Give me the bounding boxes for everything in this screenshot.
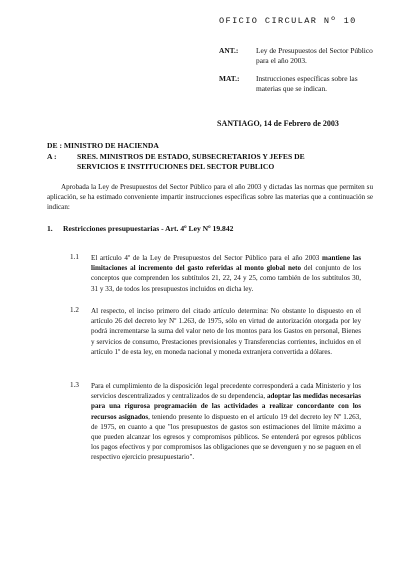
- document-date: SANTIAGO, 14 de Febrero de 2003: [217, 119, 339, 128]
- section-number: 1.: [47, 224, 53, 233]
- section-title: Restricciones presupuestarias - Art. 4º Ley Nº 19.842: [63, 224, 234, 233]
- antecedent-label: ANT.:: [219, 46, 239, 55]
- paragraph-number: 1.1: [70, 253, 79, 261]
- circular-title: OFICIO CIRCULAR Nº 10: [219, 16, 357, 26]
- paragraph-emphasis: mantiene las limitaciones al incremento del gasto referidas al monto global neto: [91, 254, 362, 273]
- paragraph-1-2: [91, 306, 361, 357]
- subject-label: MAT.:: [219, 74, 240, 83]
- recipient-text: SRES. MINISTROS DE ESTADO, SUBSECRETARIOS Y JEFES DE SERVICIOS E INSTITUCIONES DEL SECTOR PUBLICO: [77, 152, 305, 171]
- subject-block: [219, 74, 379, 94]
- recipient-label: A :: [47, 152, 57, 161]
- intro-paragraph: Aprobada la Ley de Presupuestos del Sector Público para el año 2003 y dictadas las normas que permiten su aplicación, se ha estimado conveniente impartir instrucciones específicas sobre las materias que a continuación se indican:: [47, 183, 373, 212]
- sender-line: DE : MINISTRO DE HACIENDA: [47, 141, 159, 150]
- paragraph-number: 1.3: [70, 381, 79, 389]
- paragraph-1-1: [91, 253, 361, 294]
- antecedent-text: Ley de Presupuestos del Sector Público para el año 2003.: [256, 46, 373, 65]
- paragraph-number: 1.2: [70, 306, 79, 314]
- paragraph-text: Para el cumplimiento de la disposición legal precedente corresponderá a cada Ministerio y los servicios descentralizados y centralizados de su dependencia,: [91, 382, 361, 401]
- paragraph-text: Al respecto, el inciso primero del citado artículo determina: No obstante lo dispuesto en el artículo 26 del decreto ley Nº 1.263, de 1975, sólo en virtud de autorización otorgada por ley podrá incrementarse la suma del valor neto de los montos para los Gastos en personal, Bienes y servicios de consumo, Prestaciones previsionales y Transferencias corrientes, incluidos en el artículo 1º de esta ley, en moneda nacional y moneda extranjera convertida a dólares.: [91, 307, 361, 356]
- subject-text: Instrucciones específicas sobre las materias que se indican.: [256, 74, 358, 93]
- paragraph-text: , teniendo presente lo dispuesto en el artículo 19 del decreto ley Nº 1.263, de 1975, en cuanto a que "los presupuestos de gastos son estimaciones del límite máximo a que pueden alcanzar los egresos y compromisos públicos. Se entenderá por egresos públicos los pagos efectivos y por compromisos las obligaciones que se devenguen y no se paguen en el respectivo ejercicio presupuestario".: [91, 412, 361, 462]
- paragraph-1-3: [91, 381, 361, 463]
- antecedent-block: [219, 46, 379, 66]
- paragraph-emphasis: adoptar las medidas necesarias para una rigurosa programación de las actividades a realizar concordante con los recursos asignados: [91, 392, 361, 421]
- paragraph-text: del conjunto de los conceptos que comprenden los subtítulos 21, 22, 24 y 25, como también de los subtítulos 30, 31 y 33, de todos los presupuestos incluidos en dicha ley.: [91, 264, 361, 293]
- paragraph-text: El artículo 4º de la Ley de Presupuestos del Sector Público para el año 2003: [91, 254, 323, 262]
